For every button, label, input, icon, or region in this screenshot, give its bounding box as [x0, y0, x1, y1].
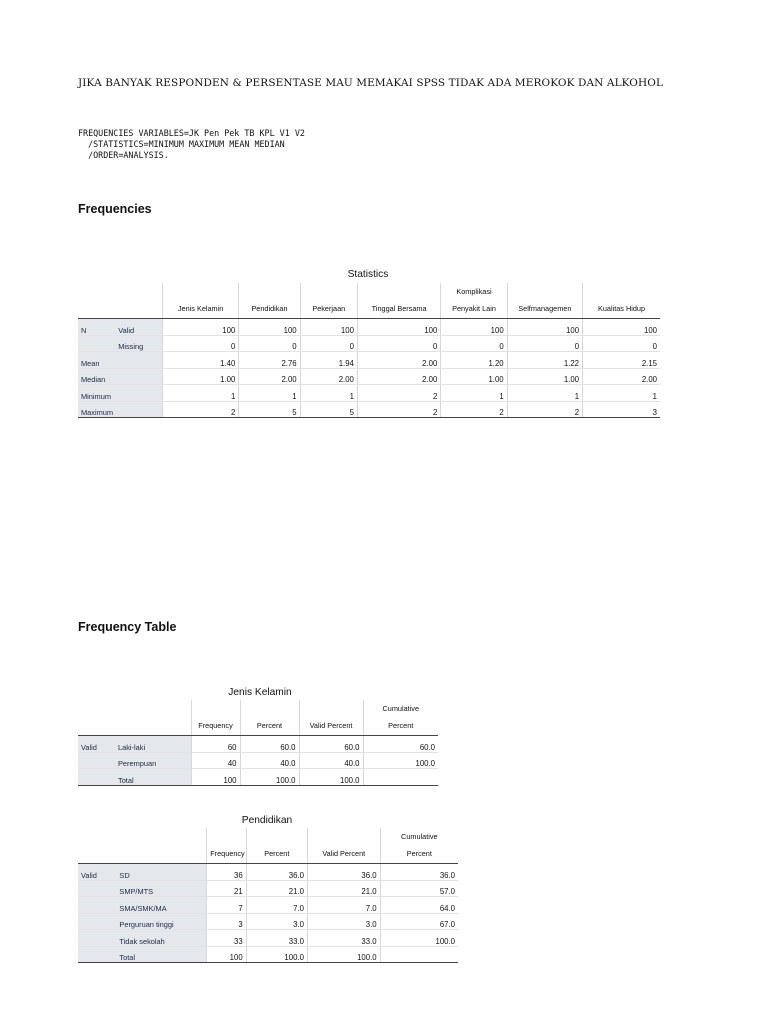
cell-value: 100	[207, 946, 246, 963]
row-group-label: Valid	[78, 736, 115, 753]
cell-value: 100	[191, 769, 240, 786]
col-header-jenis-kelamin: Jenis Kelamin	[162, 301, 238, 319]
cell-value: 2.15	[583, 352, 660, 369]
row-group-label: Valid	[78, 864, 116, 881]
row-label: Valid	[115, 319, 162, 336]
cell-value	[363, 769, 438, 786]
statistics-row	[78, 385, 660, 402]
cell-value: 57.0	[380, 880, 458, 897]
cell-value: 2	[162, 401, 238, 418]
cell-value: 33.0	[246, 930, 307, 947]
cell-value: 3	[207, 913, 246, 930]
col-header-frequency: Frequency	[191, 718, 240, 736]
cell-value: 1	[583, 385, 660, 402]
col-header-cumulative: Cumulative	[363, 700, 438, 718]
cell-value: 2	[507, 401, 582, 418]
col-header-cumulative-percent: Percent	[380, 846, 458, 864]
col-header-pekerjaan: Pekerjaan	[300, 301, 357, 319]
col-header-kualitas-hidup: Kualitas Hidup	[583, 301, 660, 319]
row-group-label: Maximum	[78, 401, 115, 418]
spss-syntax: FREQUENCIES VARIABLES=JK Pen Pek TB KPL V1 V2 /STATISTICS=MINIMUM MAXIMUM MEAN MEDIAN /ORDER=ANALYSIS.	[78, 128, 305, 160]
cell-value: 67.0	[380, 913, 458, 930]
cell-value: 1.00	[507, 368, 582, 385]
row-group-label	[78, 769, 115, 786]
col-header-valid-percent: Valid Percent	[307, 846, 380, 864]
cell-value: 21.0	[246, 880, 307, 897]
row-label: Perempuan	[115, 752, 191, 769]
col-header-blank	[299, 700, 363, 718]
col-header-percent: Percent	[240, 718, 299, 736]
statistics-row	[78, 335, 660, 352]
table-row	[78, 880, 458, 897]
cell-value: 1.22	[507, 352, 582, 369]
cell-value: 2	[357, 401, 440, 418]
cell-value: 0	[239, 335, 300, 352]
header-corner	[78, 301, 162, 319]
cell-value: 36.0	[380, 864, 458, 881]
col-header-l1: Komplikasi	[441, 283, 507, 301]
row-group-label	[78, 752, 115, 769]
cell-value: 7.0	[246, 897, 307, 914]
cell-value: 2	[357, 385, 440, 402]
cell-value: 36.0	[307, 864, 380, 881]
row-label: SD	[116, 864, 206, 881]
cell-value: 1	[162, 385, 238, 402]
cell-value: 60.0	[363, 736, 438, 753]
cell-value: 0	[441, 335, 507, 352]
col-header-percent: Percent	[246, 846, 307, 864]
cell-value: 3.0	[246, 913, 307, 930]
table-row	[78, 897, 458, 914]
cell-value: 1.20	[441, 352, 507, 369]
cell-value: 2.00	[239, 368, 300, 385]
cell-value: 1.94	[300, 352, 357, 369]
table-row	[78, 752, 438, 769]
cell-value: 3	[583, 401, 660, 418]
row-group-label	[78, 335, 115, 352]
col-header-tinggal-bersama: Tinggal Bersama	[357, 301, 440, 319]
cell-value: 60	[191, 736, 240, 753]
frequency-table-section-title: Frequency Table	[78, 620, 177, 634]
cell-value: 64.0	[380, 897, 458, 914]
row-label: Perguruan tinggi	[116, 913, 206, 930]
header-corner	[78, 718, 191, 736]
row-group-label: Median	[78, 368, 115, 385]
row-label: Total	[116, 946, 206, 963]
col-header-l1	[357, 283, 440, 301]
cell-value: 2	[441, 401, 507, 418]
cell-value: 1	[441, 385, 507, 402]
cell-value: 100	[239, 319, 300, 336]
statistics-row	[78, 319, 660, 336]
statistics-table	[78, 283, 660, 418]
table-row	[78, 930, 458, 947]
col-header-cumulative-percent: Percent	[363, 718, 438, 736]
cell-value: 7	[207, 897, 246, 914]
table-row	[78, 736, 438, 753]
cell-value: 40.0	[299, 752, 363, 769]
cell-value: 100.0	[307, 946, 380, 963]
col-header-blank	[240, 700, 299, 718]
cell-value: 100.0	[363, 752, 438, 769]
col-header-blank	[191, 700, 240, 718]
cell-value: 5	[239, 401, 300, 418]
header-corner	[78, 700, 191, 718]
col-header-l1	[162, 283, 238, 301]
statistics-row	[78, 352, 660, 369]
cell-value: 36.0	[246, 864, 307, 881]
row-label	[115, 401, 162, 418]
jenis-kelamin-table-title: Jenis Kelamin	[228, 687, 292, 698]
row-group-label: N	[78, 319, 115, 336]
cell-value: 100.0	[380, 930, 458, 947]
cell-value: 100	[507, 319, 582, 336]
document-heading: JIKA BANYAK RESPONDEN & PERSENTASE MAU MEMAKAI SPSS TIDAK ADA MEROKOK DAN ALKOHOL	[78, 77, 664, 89]
col-header-cumulative: Cumulative	[380, 828, 458, 846]
cell-value: 1.00	[441, 368, 507, 385]
cell-value: 0	[507, 335, 582, 352]
cell-value: 33	[207, 930, 246, 947]
cell-value: 100	[357, 319, 440, 336]
table-row	[78, 946, 458, 963]
pendidikan-table	[78, 828, 458, 963]
header-corner	[78, 846, 207, 864]
col-header-l1	[239, 283, 300, 301]
row-group-label	[78, 946, 116, 963]
col-header-blank	[307, 828, 380, 846]
row-label: Total	[115, 769, 191, 786]
cell-value: 0	[300, 335, 357, 352]
cell-value: 1	[239, 385, 300, 402]
table-row	[78, 769, 438, 786]
col-header-komplikasi: Penyakit Lain	[441, 301, 507, 319]
cell-value: 0	[583, 335, 660, 352]
row-group-label	[78, 913, 116, 930]
cell-value: 2.00	[300, 368, 357, 385]
cell-value: 100	[583, 319, 660, 336]
col-header-frequency: Frequency	[207, 846, 246, 864]
cell-value: 100	[162, 319, 238, 336]
frequencies-section-title: Frequencies	[78, 202, 152, 216]
col-header-l1	[583, 283, 660, 301]
cell-value: 2.00	[357, 368, 440, 385]
cell-value: 0	[162, 335, 238, 352]
col-header-l1	[300, 283, 357, 301]
cell-value: 60.0	[240, 736, 299, 753]
col-header-selfmanagemen: Selfmanagemen	[507, 301, 582, 319]
row-label	[115, 352, 162, 369]
col-header-blank	[246, 828, 307, 846]
pendidikan-table-title: Pendidikan	[241, 815, 293, 826]
cell-value	[380, 946, 458, 963]
table-row	[78, 864, 458, 881]
cell-value: 60.0	[299, 736, 363, 753]
statistics-table-title: Statistics	[347, 269, 389, 280]
cell-value: 21	[207, 880, 246, 897]
row-group-label	[78, 897, 116, 914]
statistics-row	[78, 368, 660, 385]
header-corner	[78, 283, 162, 301]
cell-value: 2.76	[239, 352, 300, 369]
row-label: Missing	[115, 335, 162, 352]
cell-value: 40.0	[240, 752, 299, 769]
statistics-row	[78, 401, 660, 418]
cell-value: 100.0	[246, 946, 307, 963]
cell-value: 1.40	[162, 352, 238, 369]
cell-value: 100.0	[299, 769, 363, 786]
row-label	[115, 385, 162, 402]
cell-value: 40	[191, 752, 240, 769]
cell-value: 100	[441, 319, 507, 336]
cell-value: 100	[300, 319, 357, 336]
cell-value: 2.00	[357, 352, 440, 369]
row-group-label: Mean	[78, 352, 115, 369]
cell-value: 33.0	[307, 930, 380, 947]
row-label	[115, 368, 162, 385]
cell-value: 2.00	[583, 368, 660, 385]
jenis-kelamin-table	[78, 700, 438, 786]
table-row	[78, 913, 458, 930]
col-header-valid-percent: Valid Percent	[299, 718, 363, 736]
cell-value: 0	[357, 335, 440, 352]
col-header-l1	[507, 283, 582, 301]
cell-value: 3.0	[307, 913, 380, 930]
row-label: SMP/MTS	[116, 880, 206, 897]
col-header-pendidikan: Pendidikan	[239, 301, 300, 319]
cell-value: 100.0	[240, 769, 299, 786]
header-corner	[78, 828, 207, 846]
row-group-label: Minimum	[78, 385, 115, 402]
col-header-blank	[207, 828, 246, 846]
row-group-label	[78, 880, 116, 897]
cell-value: 1.00	[162, 368, 238, 385]
cell-value: 36	[207, 864, 246, 881]
row-label: Laki-laki	[115, 736, 191, 753]
row-group-label	[78, 930, 116, 947]
cell-value: 7.0	[307, 897, 380, 914]
row-label: SMA/SMK/MA	[116, 897, 206, 914]
cell-value: 1	[300, 385, 357, 402]
cell-value: 1	[507, 385, 582, 402]
cell-value: 21.0	[307, 880, 380, 897]
cell-value: 5	[300, 401, 357, 418]
row-label: Tidak sekolah	[116, 930, 206, 947]
